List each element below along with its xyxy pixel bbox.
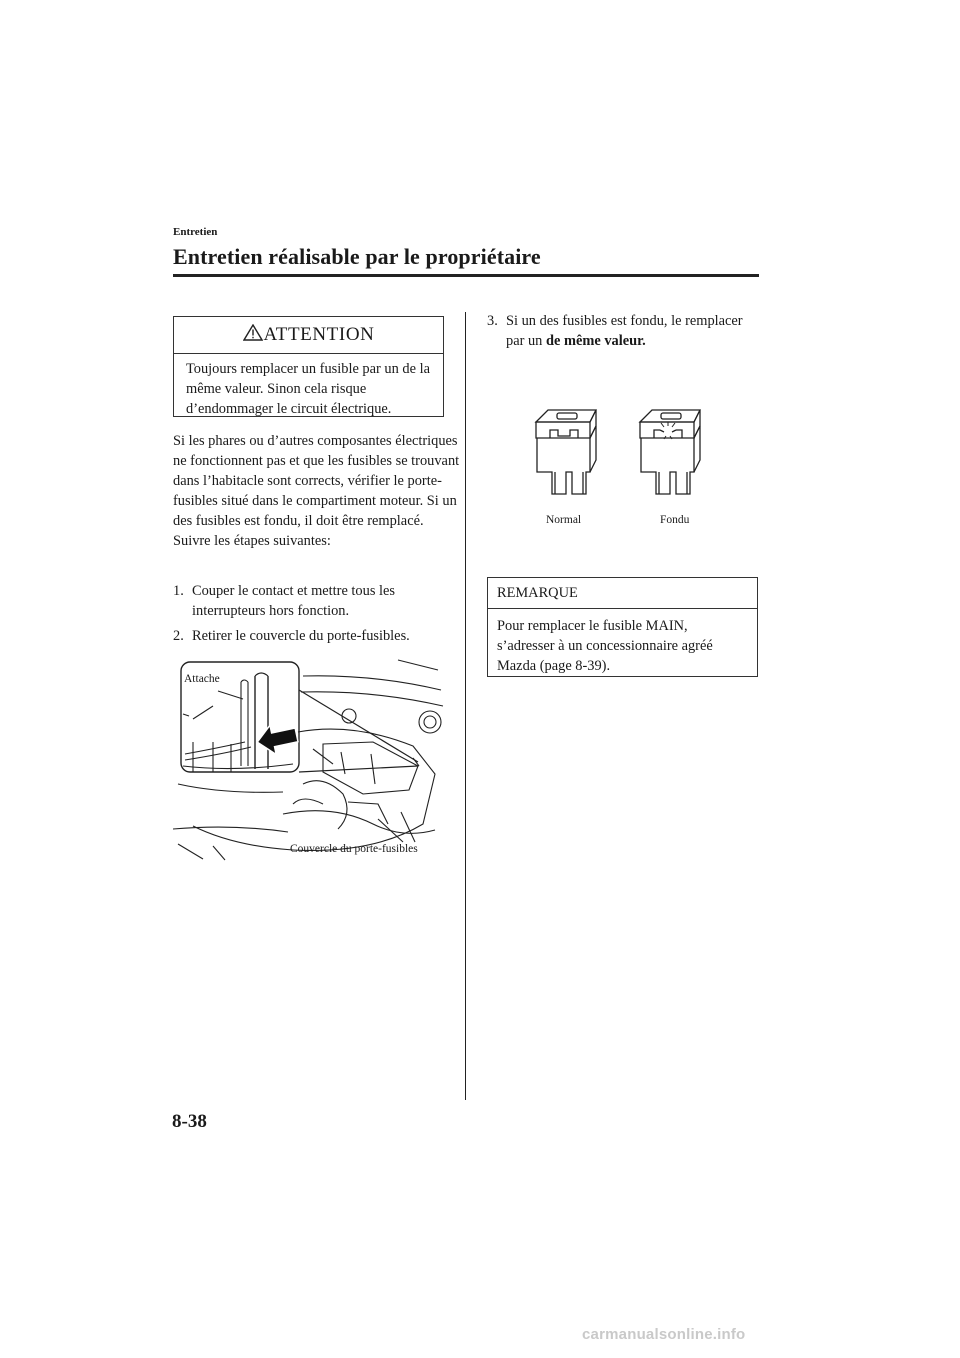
step-text: Couper le contact et mettre tous les interrupteurs hors fonction. (192, 583, 396, 619)
attention-heading-text: ATTENTION (263, 324, 375, 345)
fuse-cover-label: Couvercle du porte-fusibles (290, 843, 418, 855)
note-box (487, 577, 758, 677)
step-number: 3. (487, 313, 498, 329)
fuse-comparison-illustration (520, 402, 720, 507)
attention-heading (174, 317, 443, 354)
title-rule (173, 274, 759, 277)
step-text (487, 311, 757, 351)
normal-fuse-label: Normal (546, 514, 582, 526)
step-number: 1. (173, 583, 184, 599)
note-body: Pour remplacer le fusible MAIN, s’adresser à un concessionnaire agréé Mazda (page 8-39). (497, 618, 713, 674)
warning-triangle-icon (243, 324, 263, 341)
note-heading: REMARQUE (488, 578, 757, 609)
section-label: Entretien (173, 226, 218, 238)
step-3 (487, 311, 757, 351)
step-1 (173, 581, 463, 621)
step-text-bold: de même valeur. (545, 333, 646, 349)
attention-box (173, 316, 444, 417)
clip-label: Attache (184, 673, 220, 685)
page-title: Entretien réalisable par le propriétaire (173, 244, 541, 269)
column-divider (465, 312, 466, 1100)
main-paragraph: Si les phares ou d’autres composantes électriques ne fonctionnent pas et que les fusibles se trouvant dans l’habitacle sont corrects, vérifier le porte-fusibles situé dans le compartiment moteur. Si un des fusibles est fondu, il doit être remplacé. Suivre les étapes suivantes: (173, 433, 460, 549)
blown-fuse-label: Fondu (660, 514, 690, 526)
engine-compartment-illustration (173, 654, 448, 862)
watermark: carmanualsonline.info (582, 1326, 746, 1343)
normal-fuse-icon (536, 410, 596, 494)
attention-body: Toujours remplacer un fusible par un de la même valeur. Sinon cela risque d’endommager le circuit électrique. (186, 361, 430, 417)
blown-fuse-icon (640, 410, 700, 494)
step-2 (173, 626, 463, 646)
page-number: 8-38 (172, 1111, 207, 1132)
step-text: Retirer le couvercle du porte-fusibles. (192, 628, 410, 644)
step-text-plain: Si un des fusibles est fondu, le remplacer par un (506, 313, 743, 349)
step-number: 2. (173, 628, 184, 644)
